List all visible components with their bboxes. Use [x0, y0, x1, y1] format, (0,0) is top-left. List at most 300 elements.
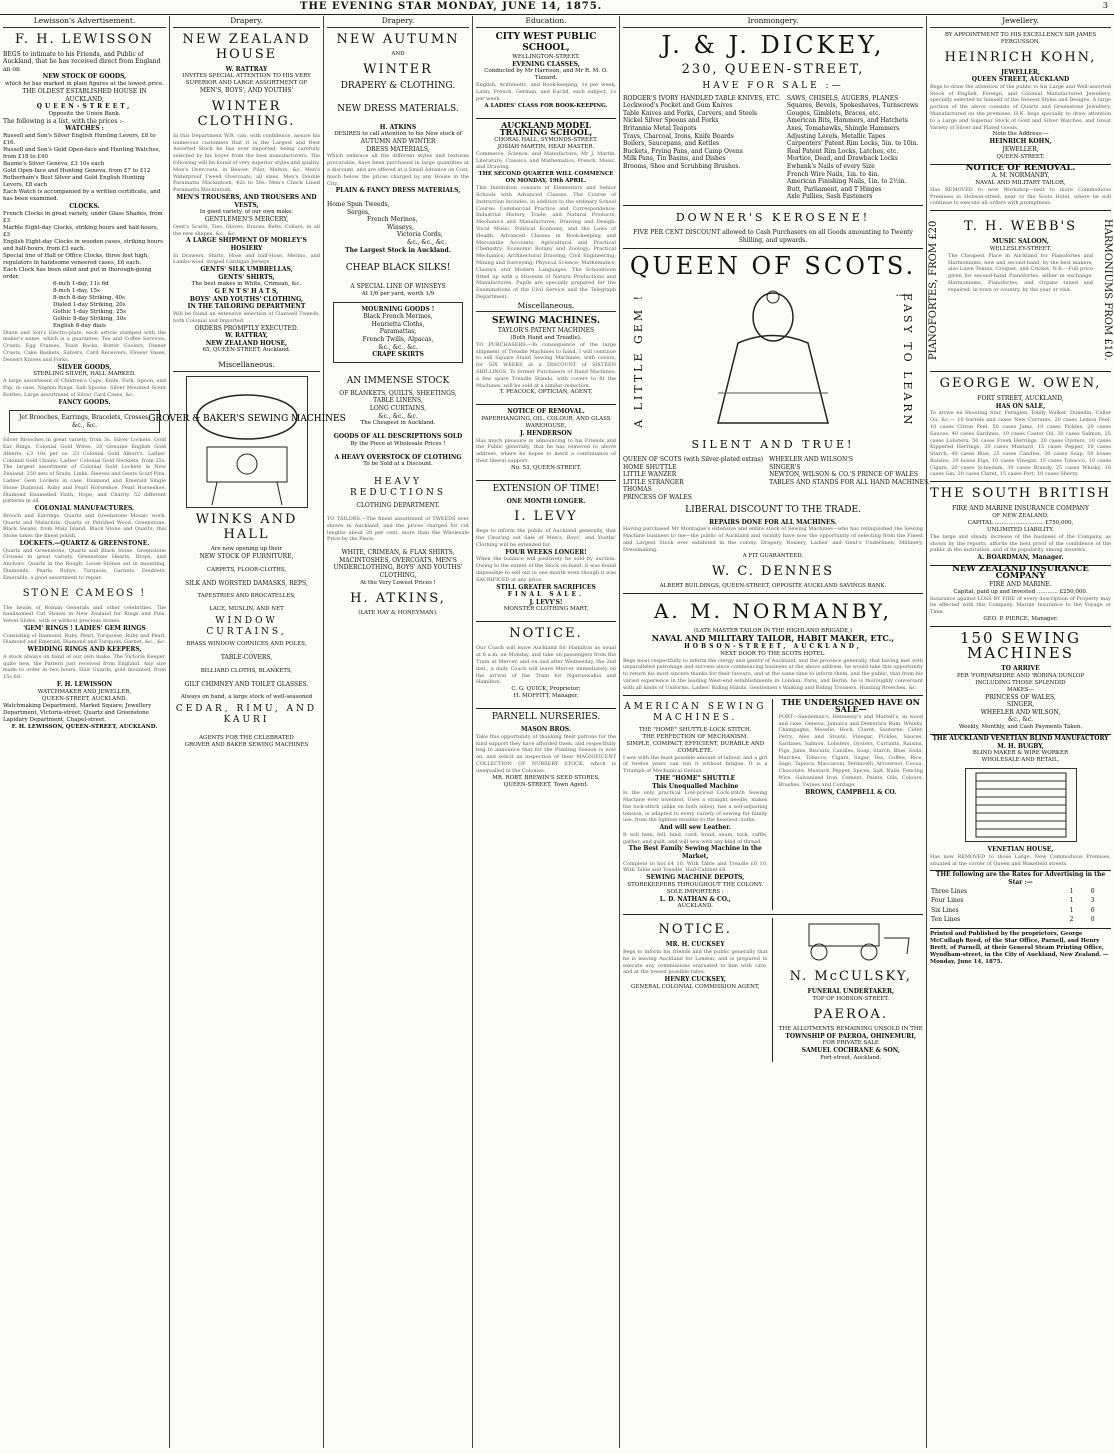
table-cell: Four Lines [931, 897, 964, 905]
list-item: Squares, Bevels, Spokeshaves, Turnscrews [786, 102, 919, 110]
george-owen: GEORGE W. OWEN, [939, 376, 1102, 392]
list-item: French Clocks in great variety, under Glass Shades, from £3 [3, 210, 163, 224]
notice: NOTICE. [509, 626, 583, 642]
to-tailors: TO TAILORS.—The finest assortment of TWEEDS ever shown in Auckland, and the prices charged for cut lengths about 20 per cent. more than the Wholesale Price by the Piece. [327, 516, 469, 543]
table-cell: Six Lines [931, 906, 959, 914]
taylor: TAYLOR'S PATENT MACHINES [497, 327, 595, 335]
weekly: Weekly, Monthly, and Cash Payments Taken. [930, 724, 1111, 735]
list-item: English Eight-day Clocks in wooden cases, striking hours and half-hours, from £3 each. [3, 238, 163, 252]
little-gem: A LITTLE GEM ! [632, 293, 645, 428]
fancy-sub: Jet Brooches, Earrings, Bracelets, Crosses, &c., &c. [19, 414, 150, 429]
window-curtains: WINDOW CURTAINS, [206, 616, 287, 638]
table-cell: 1 [1069, 887, 1074, 895]
column-header: Ironmongery. [623, 16, 923, 28]
hosiery-heading: A LARGE SHIPMENT OF MORLEY'S HOSIERY [186, 237, 307, 252]
nz-insurance: NEW ZEALAND INSURANCE COMPANY [952, 563, 1089, 582]
filler-text: Quartz and Greenstone, Quartz and Black Stone. Greenstone Crosses in great variety. Greenstone Hearts, Drops, and Anchors. Quartz in the Rough. Loose Stones set in mounting. Diamonds, Pearls, Rubys, Turquois, Garnets. Doublets, Emeralds, a good assortment to repair. [3, 547, 166, 581]
grover-label: GROVER & BAKER'S SEWING MACHINES [147, 414, 346, 425]
filler-text: Consisting of Diamond, Ruby, Pearl, Turquoise, Ruby and Pearl, Diamond and Emerald, Diamond and Turquois, Garnet, &c., &c. [3, 632, 166, 646]
dickey-title: J. & J. DICKEY, [661, 30, 885, 59]
column-header: Jewellery. [930, 16, 1111, 28]
mcculsky: N. McCULSKY, [789, 968, 912, 984]
fancy-heading: FANCY GOODS. [58, 398, 111, 406]
list-item: Buckets, Frying Pans, and Camp Ovens [623, 147, 743, 155]
crape-skirts: CRAPE SKIRTS [372, 351, 424, 359]
table-row [930, 915, 1111, 925]
filler-text: Begs to inform the public of Auckland generally, that the Clearing out Sale of Men's, Boys', and Youths' Clothing will be extended for [476, 528, 616, 549]
drapery-clothing: DRAPERY & CLOTHING. [340, 80, 456, 91]
blankets: OF BLANKETS, QUILTS, SHEETINGS, [339, 389, 457, 397]
signature-title: WATCHMAKER AND JEWELLER, [37, 688, 132, 695]
billiard: BILLIARD CLOTHS, BLANKETS, [200, 667, 293, 674]
list-item: PRINCESS OF WALES [623, 494, 692, 502]
normanby: A. M. NORMANBY, [653, 599, 893, 624]
rates-table [930, 887, 1111, 925]
filler-text: Having purchased Mr Montague's extensive and entire stock of Sewing Machines—who has relinquished the Sewing Machine business to me—the public of Auckland and vicinity have now the opportunity of selecting from the Finest and Largest Stock ever exhibited in the colony. Drapery, Hosiery, Ladies' and Gent's Underlinen, Millinery, Dressmaking. [623, 526, 923, 553]
music-saloon: MUSIC SALOON, [992, 238, 1049, 246]
filler-text: Will be found an extensive selection of Clanwell Tweeds, both Colonial and Imported. [173, 311, 320, 324]
plain-fancy: PLAIN & FANCY DRESS MATERIALS, [335, 187, 461, 195]
undersigned-ad [778, 696, 924, 911]
list-item: Milk Pans, Tin Basins, and Dishes [623, 155, 726, 163]
lockets-heading: LOCKETS.—QUARTZ & GREENSTONE. [19, 540, 150, 548]
list-item: Adjusting Levels, Metallic Tapes [786, 132, 886, 140]
makes: MAKES— [1007, 686, 1034, 693]
brewin: MR. ROBT. BREWIN'S SEED STORES, [492, 774, 600, 781]
rates-heading: THE following are the Rates for Advertising in the Star :— [935, 871, 1106, 886]
levys: J. LEVY'S! [529, 598, 563, 606]
have-for-sale: HAVE FOR SALE :— [702, 80, 844, 91]
misc-header: Miscellaneous. [476, 301, 616, 313]
fire-marine-2: FIRE AND MARINE. [989, 581, 1052, 589]
gilt: GILT CHIMNEY AND TOILET GLASSES. [184, 680, 309, 688]
notice: NOTICE. [658, 922, 732, 938]
list-item: Marble Eight-day Clocks, striking hours and half-hours, £3 [3, 224, 159, 238]
filler-text: The best makes in White, Crimean, &c. [191, 281, 302, 288]
list-item: Ewbank's Nails of every Size [786, 162, 875, 170]
easy-to-learn: EASY TO LEARN ! [893, 293, 914, 428]
list-item: Trays, Charcoal, Irons, Knife Boards [623, 132, 734, 140]
list-item: Rotherham's Best Silver and Gold English Hunting Levers, £8 each [3, 174, 145, 188]
mourning-box [333, 302, 463, 363]
list-item: HOME SHUTTLE [623, 463, 677, 471]
list-item: Table Knives and Forks, Carvers, and Steels [623, 109, 758, 117]
atkins-sig-sub: (LATE HAY & HONEYMAN). [358, 609, 438, 616]
dress-materials: DRESS MATERIALS, [366, 145, 430, 153]
mcculsky-ad [779, 918, 924, 1061]
bugby: M. H. BUGBY, [997, 742, 1044, 750]
webb: T. H. WEBB'S [963, 219, 1078, 235]
umbrellas-heading: GENTS' SILK UMBRELLAS, [200, 266, 293, 274]
filler-text: It will hem, fell, bind, cord, braid, seam, tuck, ruffle, gather, and quilt, and will sew with any kind of thread. [623, 831, 768, 845]
one-month: ONE MONTH LONGER. [506, 497, 586, 505]
filler-text: Brooch and Earrings. Quartz and Greenstone Mosaic work. Quartz and Malachite. Quartz or Petrified Wood. Greenstone. Black Swans, from Maiz Island. Black Stone and Quartz; this Stone takes the finest polish. [3, 512, 166, 540]
paeroa: PAEROA. [813, 1006, 888, 1022]
boys-clothing: BOYS' AND YOUTHS' CLOTHING, [189, 295, 304, 303]
tailoring-department: IN THE TAILORING DEPARTMENT [187, 303, 306, 311]
street-heading: QUEEN-STREET, [36, 103, 133, 111]
ironmongery-lists [623, 95, 923, 206]
list-item: &c., &c., &c. [378, 343, 418, 351]
table-cell: 0 [1090, 916, 1095, 924]
new-autumn: NEW AUTUMN [336, 31, 460, 47]
four-weeks: FOUR WEEKS LONGER! [505, 548, 587, 556]
filler-text: Silver Brooches in great variety, from 3s. Silver Lockets. Gold Ear Rings. Colonial Gold Wires. 20 Genuine English Gold Alberts, £3 10s per oz. 23 Colonial Gold Albert's. Ladies' Colonial Gold Chains. Ladies' Colonial Gold Necklets, from 25s. The largest assortment of Colonial Gold Lockets in New Zealand. 250 sets of Studs, Links, Sleeves and Gents Scarf Pins. Ladies' Gem Lockets in case. Diamond and Emerald Single Stone Diamond. Ruby and Pearl Horseshoe. Pearl Horseshoe. Diamond Enamelled Faith, Hope, and Charity. 52 different patterns in all. [3, 437, 166, 505]
rattray-sig: W. RATTRAY, [225, 332, 268, 340]
table-cell: 1 [1069, 897, 1074, 905]
filler-text: The Cheapest Place in Auckland for Pianofortes and Harmoniums, new and second-hand, by the best makers; also Lawn Tennis, Croquet, and Cricket. N.B.—Full price given for second-hand Pianofortes, either in exchange. Harmoniums, Pianofortes, and Organs tuned and repaired, in town or country, by the year or visit. [948, 252, 1093, 293]
linens: TABLE LINENS, [373, 397, 423, 405]
list-item: TABLES AND STANDS FOR ALL HAND MACHINES. [769, 478, 930, 486]
including: INCLUDING THOSE SPLENDID [975, 679, 1066, 686]
list-item: Mortice, Dead, and Drawback Locks [786, 155, 898, 163]
harmoniums: HARMONIUMS FROM £10. [1102, 219, 1113, 361]
levy: I. LEVY [514, 509, 578, 525]
discount: FIVE PER CENT DISCOUNT allowed to Cash Purchasers on all Goods amounting to Twenty Shilling, and upwards. [623, 229, 923, 249]
list-item: Gothic 1-day Striking, 25s [53, 308, 126, 315]
filler-text: The heads of Roman Generals and other celebrities. The handsomest Cut Stones in New Zealand for Rings and Pins. Velvet Slides, with or without precious stones. [3, 604, 166, 625]
masthead [0, 0, 1114, 15]
list-item: Axle Pullies, Sash Fasteners [786, 193, 873, 201]
opposite-text: Opposite the Union Bank. [48, 110, 121, 117]
second-quarter: THE SECOND QUARTER WILL COMMENCE ON MONDAY, 19th APRIL. [478, 171, 614, 185]
tapestries: TAPESTRIES AND BROCATELLES, [197, 593, 296, 600]
special-line: A SPECIAL LINE OF WINSEYS [350, 283, 446, 291]
american-sewing: AMERICAN SEWING MACHINES. [624, 701, 767, 723]
filler-text: Has much pleasure in announcing to his Friends and the Public generally, that he has removed to above address, where he hopes to merit a continuance of their liberal support. [476, 437, 616, 465]
qs-right-list [769, 456, 930, 502]
dennes: W. C. DENNES [711, 564, 835, 580]
private-sale: FOR PRIVATE SALE [822, 1040, 879, 1047]
fort-street: FORT STREET, AUCKLAND, [977, 395, 1064, 403]
lace: LACE, MUSLIN, AND NET [209, 606, 284, 613]
filler-text: Gent's Scarfs, Ties, Gloves, Braces, Belts, Collars, in all the new shapes, &c., &c. [173, 223, 320, 237]
henry-cucksey: HENRY CUCKSEY, [664, 976, 726, 984]
list-item: Carpenters' Patent Rim Locks, 5in. to 10in. [786, 140, 919, 148]
jeweller-2: JEWELLER, [1002, 145, 1039, 153]
column-drapery-atkins [324, 16, 473, 1448]
appointment: BY APPOINTMENT TO HIS EXCELLENCY SIR JAMES FERGUSSON. [944, 31, 1097, 45]
filler-text: Commerce, Science, and Manufacture, Mr J. Martin. Literature, Classics, and Mathematics, French, Music, and Drawing. [476, 150, 616, 171]
undersigned: THE UNDERSIGNED HAVE ON SALE— [781, 696, 920, 715]
list-item: Each Watch is accompanied by a written certificate, and has been examined. [3, 188, 161, 202]
heavy-overstock: A HEAVY OVERSTOCK OF CLOTHING [334, 453, 462, 461]
simple: SIMPLE, COMPACT, EFFICIENT, DURABLE AND COMPLETE. [626, 740, 765, 754]
filler-text: This Institution consists of Elementary and Senior Schools with Advanced Classes. The Course of Instruction includes, in addition to the ordinary School Course: Commercial Practice and Correspondence; Industrial History, Trade, and Natural Products; Mechanics and Manufactures; Drawing and Design: Vocal Music; Political Economy, and the Laws of Health. Advanced Classes in Book-keeping and Mercantile Accounts; Agricultural and Practical Chemistry; Economic Botany and Zoology; Practical Mechanics; Architectural Drawing; Civil Engineering; Mining and Surveying; Physical Science; Mathematics; Classics and Modern Languages. The Schoolroom fitted up with a Museum of Natura Productions and Manufactures. Pupils are specially prepared for the Examinations of the Civil Service and the Telegraph Department. [476, 185, 616, 300]
table-row [930, 906, 1111, 916]
heavy-sub: To be Sold at a Discount. [363, 461, 433, 468]
filler-text: Which embrace all the different styles and textures procurable, have been purchased in large quantities at a discount, and are offered at a Small Advance on Cost, much below the prices charged by any House in the City. [327, 153, 469, 187]
filler-text: Insurance against LOSS BY FIRE of every description of Property may be effected with this Company. Marine Insurance to the Voyage or Time. [930, 595, 1111, 616]
monster-mart: MONSTER CLOTHING MART, [503, 606, 589, 613]
filler-text: Has now REMOVED to those Large, New Commodious Premises, situated at the corner of Queen and Wakefield streets. [930, 854, 1111, 872]
wheeler: WHEELER AND WILSON, [980, 708, 1061, 716]
grover-baker-machine-illustration [147, 376, 346, 508]
atkins: H. ATKINS [379, 123, 417, 131]
opening-text: Are now opening up their [210, 546, 283, 553]
clocks-heading: CLOCKS. [69, 202, 100, 210]
city-west: CITY WEST PUBLIC SCHOOL, [495, 31, 597, 53]
note-address: Note the Address:— [992, 131, 1049, 138]
serges: Serges, [347, 208, 370, 216]
nathan: L. D. NATHAN & CO., [659, 895, 731, 903]
filler-text: English, Arithmetic, and Book-keeping, 1s per week. Latin, French, German, and Euclid, each subject, 1s per week. [476, 82, 616, 102]
silk: SILK AND WORSTED DAMASKS, REPS, [185, 579, 308, 587]
victoria: Victoria Cords, [397, 231, 443, 239]
taylor-sub: (Both Hand and Treadle). [510, 334, 582, 341]
paperhanging: PAPERHANGING, OIL, COLOUR, AND GLASS WAREHOUSE, [481, 416, 611, 430]
list-item: American Bits, Hammers, and Hatchets [786, 117, 908, 125]
filler-text: Is the only practical Low-priced Lock-stitch Sewing Machine ever invented. Uses a straight needle, makes the lock-stitch (alike on both sides), has a self-adjusting tension, is adapted to every variety of sewing for family use, from the lightest muslins to the heaviest cloths. [623, 790, 768, 824]
wellesley: WELLESLEY-STREET. [989, 245, 1052, 252]
new-stock-sub: which he has marked in plain figures at the lowest price. [5, 80, 164, 87]
samuel-cochrane: SAMUEL COCHRANE & SON, [801, 1047, 900, 1055]
depots: SEWING MACHINE DEPOTS, [646, 874, 745, 882]
list-item: English 8-day dials [53, 322, 106, 329]
silver-sub: STERLING SILVER, HALL MARKED. [33, 371, 136, 378]
winks-hall: WINKS AND HALL [195, 512, 298, 543]
cucksey-ad [623, 918, 773, 1061]
fancy-box [9, 410, 160, 433]
table-row [930, 887, 1111, 897]
trousers-sub: In good variety, of our own make. [199, 209, 294, 216]
fort-street: Fort-street, Auckland. [820, 1054, 882, 1061]
auckland: AUCKLAND. [677, 903, 713, 910]
wholesale: WHOLESALE AND RETAIL, [981, 757, 1060, 764]
unlimited: UNLIMITED LIABILITY. [986, 526, 1055, 533]
list-item: SINGER'S [769, 463, 801, 471]
liberal-discount: LIBERAL DISCOUNT TO THE TRADE. [685, 504, 861, 515]
signature-end: F. H. LEWISSON, QUEEN-STREET, AUCKLAND. [11, 723, 158, 730]
filler-text: A large assortment of Children's Cups, Knife, Fork, Spoon, and Pap, in case. Napkin Rings, Salt Spoons. Silver Mounted Scent Bottles. Large assortment of Silver Card Cases, &c. [3, 378, 166, 398]
filler-text: TO PURCHASERS.—In consequence of the large shipment of Treadle Machines to hand, I will continue to sell Square Stand Sewing Machines, with covers, for SIX WEEKS at a DISCOUNT of SIXTEEN SHILLINGS. To former Purchasers of Hand Machines, a few spare Treadle Stands, with covers to fit the Machines, will be sold at a similar reduction. [476, 341, 616, 389]
shirts-heading: GENTS' SHIRTS, [218, 273, 275, 281]
sew-leather: And will sew Leather. [659, 824, 731, 832]
newspaper-title: THE EVENING STAR MONDAY, JUNE 14, 1875. [300, 1, 603, 12]
town-agent: QUEEN-STREET, Town Agent. [503, 781, 589, 788]
filler-text: The large and steady increase of the business of the Company, as shown by the reports, affords the best proof of the confidence of the public in the institution, and of its popularity among insurers. [930, 533, 1111, 554]
list-item: 8-inch 1-day, 15s [53, 287, 100, 294]
township: TOWNSHIP OF PAEROA, OHINEMURI, [785, 1032, 917, 1040]
list-item: Gold Open-face and Hunting Geneva, from £7 to £12 [3, 167, 151, 174]
special-sub: At 1/6 per yard, worth 1/9 [361, 290, 435, 297]
invites-text: INVITES SPECIAL ATTENTION TO HIS VERY SUPERIOR AND LARGE ASSORTMENT OF [182, 73, 311, 87]
wellington: WELLINGTON-STREET. [512, 53, 580, 60]
furniture: NEW STOCK OF FURNITURE, [199, 553, 294, 561]
list-item: Henrietta Cloths, [371, 320, 425, 328]
signature-address: QUEEN-STREET, AUCKLAND. [41, 695, 128, 702]
etc: &c., &c., &c. [407, 238, 447, 246]
heinrich-kohn-2: HEINRICH KOHN, [989, 138, 1052, 146]
list-item: NEWTON, WILSON & CO.'S PRINCE OF WALES [769, 471, 918, 479]
winter: WINTER [363, 61, 433, 77]
strike-list [3, 281, 166, 330]
list-item: Baume's Silver Geneva, £3 10s each [3, 160, 105, 167]
brown-campbell: BROWN, CAMPBELL & CO. [805, 788, 897, 796]
winseys: Winseys, [387, 223, 414, 231]
list-item: Russell and Son's Gold Open-face and Hunting Watches, from £18 to £40 [3, 146, 161, 160]
list-item: Russell and Son's Silver English Hunting Levers, £8 to £16. [3, 132, 156, 146]
queen-illustration-area [623, 283, 923, 433]
table-cell: 0 [1090, 887, 1095, 895]
mens-boys: MEN'S, BOYS', AND YOUTHS' [199, 87, 294, 95]
watches-heading: WATCHES : [65, 125, 104, 133]
parnell: PARNELL NURSERIES. [491, 712, 601, 723]
list-item: Butt, Parliament, and T Hinges [786, 185, 882, 193]
general-agent: GENERAL COLONIAL COMMISSION AGENT, [630, 983, 760, 990]
list-item: Black French Merinos, [363, 313, 433, 321]
home-spun: Home Spun Tweeds, [327, 200, 390, 208]
table-cell: 6 [1090, 906, 1095, 914]
list-item: Gothic 8-day Striking, 30s [53, 315, 126, 322]
bottom-split [623, 696, 923, 911]
no53: No. 53, QUEEN-STREET. [510, 464, 582, 471]
etc: &c., &c., &c. [378, 412, 418, 420]
left-list [623, 95, 781, 201]
queen-lists [623, 456, 930, 502]
nz-house-sig: NEW ZEALAND HOUSE, [205, 339, 288, 347]
albert-buildings: ALBERT BUILDINGS, QUEEN-STREET, OPPOSITE AUCKLAND SAVINGS BANK. [623, 583, 923, 594]
wedding-rings: WEDDING RINGS AND KEEPERS, [27, 646, 142, 654]
list-item: 8-inch 8-day Striking, 40s [53, 294, 125, 301]
owner-name: W. RATTRAY [225, 65, 268, 73]
stone-cameos: STONE CAMEOS ! [22, 587, 147, 599]
table-cell: 3 [1090, 897, 1095, 905]
list-item: Each Clock has been oiled and put in thorough-going order. [3, 266, 152, 280]
naval-military: NAVAL AND MILITARY TAILOR, HABIT MAKER, ETC., [651, 633, 895, 644]
the-home-shuttle: THE "HOME" SHUTTLE [655, 775, 736, 782]
south-british: THE SOUTH BRITISH [930, 486, 1111, 502]
table-cell: 1 [1069, 906, 1074, 914]
list-item: Real Patent Rim Locks, Latches, etc. [786, 147, 899, 155]
hobson-street: HOBSON-STREET, AUCKLAND, [684, 643, 862, 651]
queen-of-scots: QUEEN OF SCOTS. [629, 252, 917, 281]
clothing-dept: CLOTHING DEPARTMENT. [356, 502, 440, 510]
advertiser-name: F. H. LEWISSON [14, 31, 155, 47]
filler-text: A stock always on hand of our own make. The Victoria Keeper, quite new, the Pattern just received from England. Any size made to order in two hours. Hair Guards, gold mounted, from 15s 6d. [3, 653, 166, 681]
list-item: Boilers, Saucepans, and Kettles [623, 140, 720, 148]
webb-center [948, 215, 1093, 293]
list-item: French Wire Nails, 1in. to 4in. [786, 170, 880, 178]
bottom-split-2 [623, 914, 923, 1061]
list-item: RODGER'S IVORY HANDLED TABLE KNIVES, ETC. [623, 94, 781, 102]
always: Always on hand, a large stock of well-seasoned [180, 694, 313, 701]
filler-text: To arrive ex Shooting Star, Fernglen, Emily Walker, Dunedin, Caller Ou, &c.— 10 barrels and cases New Currants, 20 cases Lemon Peel, 10 cases Citron Peel, 50 cases Jams, 10 cases Pickles, 20 cases Sauces, 40 cases Sardines, 10 cases Castor Oil, 30 cases Salmon, 25 cases Lobsters, 50 cases Fresh Herrings, 20 cases Oysters, 10 cases Kippered Herrings, 20 cases Mustard, 15 cases Pepper, 10 cases Starch, 40 cases Blue, 25 cases Candles, 30 cases Soap, 50 boxes Raisins, 20 boxes Figs, 10 cases Vinegar, 15 cases Tobacco, 10 cases Cigars, 20 cases Schiedam, 30 cases Brandy, 25 cases Whisky, 10 cases Gin, 20 cases Claret, 15 cases Port, 10 cases Sherry. [930, 410, 1111, 482]
unequalled: This Unequalled Machine [652, 782, 739, 790]
list-item: Britannia Metal Teapots [623, 124, 697, 132]
imprint: Printed and Published by the proprietors, George McCullagh Reed, of the Star Office, Parnell, and Henry Brett, of Parnell, at their General Steam Printing Office, Wyndham-street, in the City of Auckland, New Zealand. — Monday, June 14, 1875. [930, 928, 1111, 966]
has-on-sale: HAS ON SALE, [995, 402, 1046, 410]
sewing-150: 150 SEWING MACHINES [959, 629, 1082, 663]
etc: &c., &c. [1007, 716, 1034, 724]
list-item: American Finishing Nails, 1in. to 2½in. [786, 178, 907, 186]
new-dress: NEW DRESS MATERIALS. [337, 103, 459, 114]
filler-text: Begs to inform his friends and the public generally that he is leaving Auckland for London, and is prepared to execute any commissions entrusted to him with care, and at the lowest possible rates. [623, 948, 768, 976]
perfection: THE PERFECTION OF MECHANISM. [642, 733, 749, 740]
column-header: Lewisson's Advertisement. [3, 16, 166, 28]
list-item: Brooms, Shoe and Scrubbing Brushes. [623, 162, 741, 170]
gent-mercery: GENTLEMEN'S MERCERY, [204, 216, 289, 224]
cucksey: MR. H. CUCKSEY [665, 941, 725, 949]
queen-street: QUEEN STREET, AUCKLAND [971, 76, 1070, 84]
fit-guaranteed: A FIT GUARANTEED. [742, 553, 804, 560]
column-header: Drapery. [173, 16, 320, 28]
filler-text: When the balance will positively be sold by auction. Owing to the extent of the Stock on hand, it was found impossible to sell out in one month even though it was SACRIFICED at any price. [476, 556, 616, 583]
sewing-machines: SEWING MACHINES. [492, 316, 600, 327]
late-master: (LATE MASTER TAILOR IN THE HIGHLAND BRIGADE,) [693, 628, 853, 635]
curtains: LONG CURTAINS, [369, 405, 427, 413]
pianofortes: PIANOFORTES, FROM £20 [928, 220, 939, 360]
silver-heading: SILVER GOODS, [57, 363, 112, 371]
colonial-heading: COLONIAL MANUFACTURES. [34, 505, 135, 513]
immense-stock: AN IMMENSE STOCK [346, 375, 450, 386]
extension-time: EXTENSION OF TIME! [492, 483, 600, 494]
boardman: A. BOARDMAN, Manager. [930, 554, 1111, 566]
venetian-blind-illustration [965, 768, 1077, 842]
goods-all: GOODS OF ALL DESCRIPTIONS SOLD [333, 433, 463, 441]
henderson: J. HENDERSON [519, 430, 573, 438]
home-shuttle: THE "HOME" SHUTTLE-LOCK STITCH. [638, 726, 752, 733]
heinrich-kohn: HEINRICH KOHN, [944, 49, 1097, 65]
table-row [930, 896, 1111, 906]
conducted: Conducted by Mr Harrison, and Mr R. M. O. Tizzard. [484, 68, 608, 82]
cheap-silks: CHEAP BLACK SILKS! [345, 263, 451, 274]
column-education [473, 16, 620, 1448]
storekeepers: STOREKEEPERS THROUGHOUT THE COLONY. [627, 881, 764, 888]
head-master: JOSIAH MARTIN, HEAD MASTER. [497, 143, 595, 150]
silent-true: SILENT AND TRUE! [691, 438, 855, 452]
american-sewing-ad [623, 699, 773, 911]
grover2: GROVER AND BAKER SEWING MACHINES [184, 742, 309, 749]
brass: BRASS WINDOW CORNICES AND POLES, [186, 641, 307, 648]
blind-maker: BLIND MAKER & WIRE WORKER [972, 750, 1069, 757]
filler-text: Take this opportunity of thanking their patrons for the kind support they have afforded them, and respectfully beg to announce that for the Planting Season is now on, and solicit an inspection of their MAGNIFICENT COLLECTION OF NURSERY STOCK, which is unequalled in the Colonies. [476, 733, 616, 774]
sole-importers: SOLE IMPORTERS : [666, 888, 724, 895]
hearse-illustration [779, 918, 919, 962]
list-item: Special line of Hall or Office Clocks, three feet high, regulators in handsome veneered cases, £6 each. [3, 252, 149, 266]
agents: AGENTS FOR THE CELEBRATED [199, 735, 294, 742]
filler-text: Has REMOVED to new Workshop—next to more Commodious Premises in Hobson-street, near to the Scots Hotel, where he will continue to execute all orders with promptness. [930, 187, 1111, 211]
next-door: NEXT DOOR TO THE SCOTS HOTEL. [720, 650, 826, 657]
of-nz: OF NEW ZEALAND. [992, 512, 1049, 519]
misc-header: Miscellaneous. [173, 360, 320, 372]
normanby: A. M. NORMANBY, [991, 172, 1050, 180]
white-shirts: WHITE, CRIMEAN, & FLAX SHIRTS, MACINTOSHES, OVERCOATS, MEN'S UNDERCLOTHING, BOYS' AND YOUTHS' CLOTHING, [333, 549, 463, 579]
cheapest: The Cheapest in Auckland. [360, 420, 436, 427]
mourning-title: MOURNING GOODS ! [361, 305, 435, 313]
desires: DESIRES to call attention to his New stock of [334, 131, 462, 138]
address: 65, QUEEN-STREET, Auckland. [202, 347, 291, 354]
table-covers: TABLE-COVERS, [220, 654, 273, 662]
princess: PRINCESS OF WALES, [985, 693, 1056, 701]
queen-portrait-illustration [698, 283, 848, 431]
jeweller: JEWELLER, [1001, 68, 1040, 76]
training-school: AUCKLAND MODEL TRAINING SCHOOL, [499, 119, 593, 138]
filler-text: Our Coach will leave Auckland for Hamilton as usual at 6 a.m. on Monday, and take on passengers from the Train at Mercer, and on and after Wednesday, the 2nd inst., a daily Coach will leave Mercer immediately on the arrival of the Train for Ngaruawahia and Hamilton. [476, 645, 616, 686]
cedar: CEDAR, RIMU, AND KAURI [175, 704, 318, 726]
intro-text: BEGS to intimate to his Friends, and Public of Auckland, that he has received direct from England an on [3, 50, 161, 73]
column-ironmongery [620, 16, 930, 1448]
oldest-house: THE OLDEST ESTABLISHED HOUSE IN AUCKLAND, [22, 87, 147, 103]
queen-street-2: QUEEN-STREET. [930, 154, 1111, 165]
table-cell: Ten Lines [931, 916, 961, 924]
following-text: The following is a list, with the prices :- [3, 117, 124, 125]
notice-removal: NOTICE OF REMOVAL. [507, 408, 585, 416]
filler-text: In Drawers, Shirts, Hose and half-Hose, Merino, and Lambs-wool, striped Cardigan Jerseys. [173, 252, 320, 266]
to-arrive: TO ARRIVE [1001, 665, 1040, 673]
heavy-reductions: HEAVY REDUCTIONS [349, 477, 446, 499]
best-family: The Best Family Sewing Machine in the Market, [628, 845, 762, 860]
